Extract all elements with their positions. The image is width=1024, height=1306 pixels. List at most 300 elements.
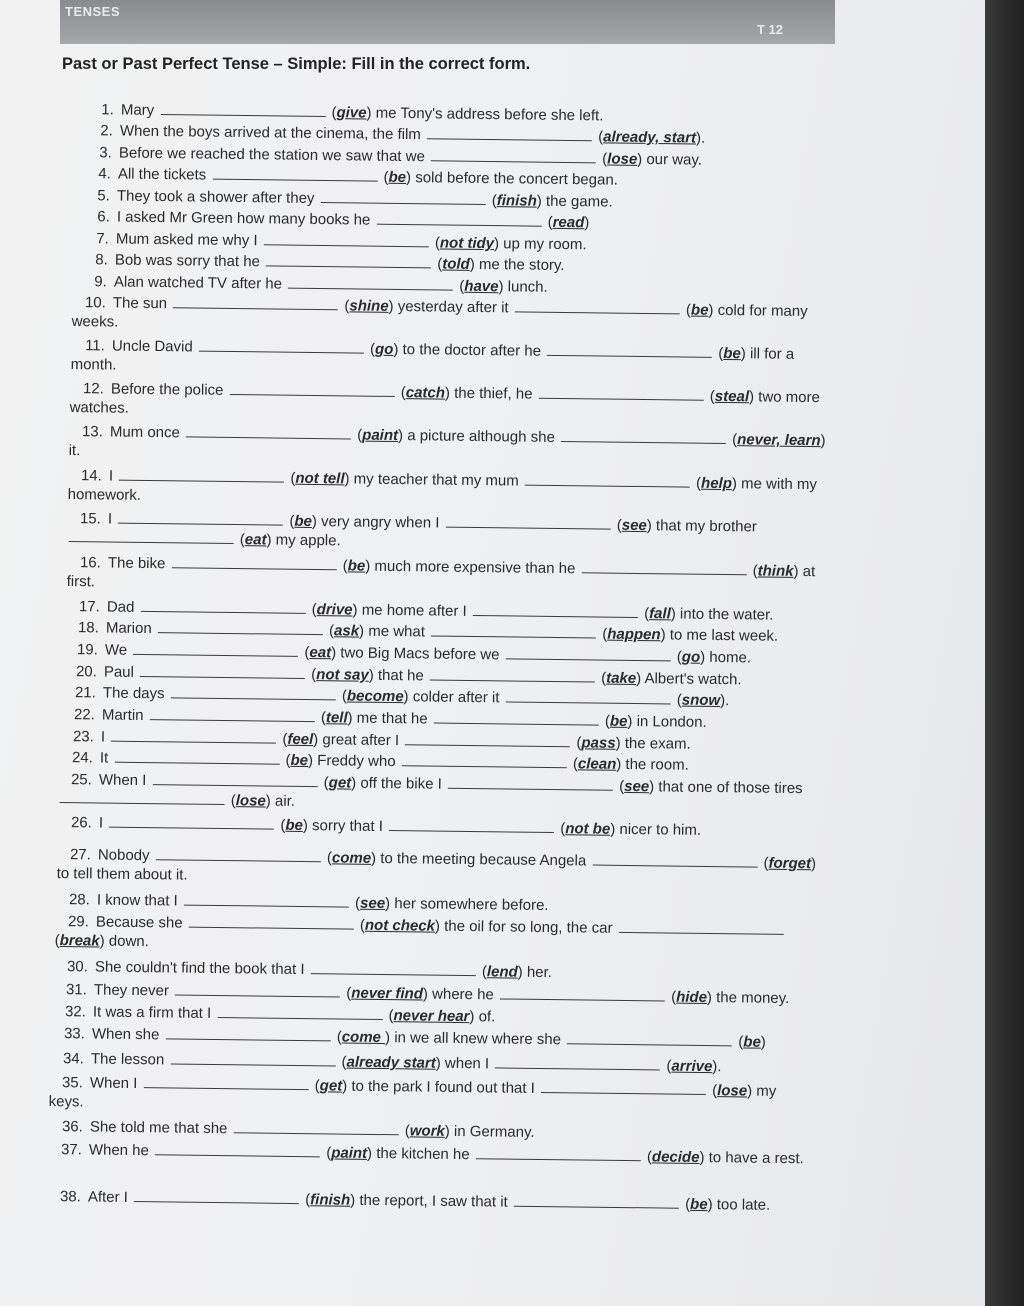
item-text: it. [68,441,81,460]
item-text: The sun [112,294,172,313]
item-text [667,989,671,1006]
item-text: It was a firm that I [92,1003,216,1022]
item-text [682,301,686,318]
item-text: her. [522,963,552,982]
item-text: the thief, he [449,384,537,403]
item-text [278,731,282,748]
answer-blank[interactable] [515,298,680,314]
verb-hint: be [609,712,628,730]
answer-blank[interactable] [173,294,338,310]
item-number: 10. [84,294,106,312]
item-text: at first. [66,562,815,591]
answer-blank[interactable] [514,1193,679,1209]
answer-blank[interactable] [171,684,336,700]
exercise-item: 1. Mary (give) me Tony's address before she left. [80,100,840,128]
verb-hint: happen [606,625,661,644]
item-text: my teacher that my mum [349,470,524,490]
item-number: 27. [69,846,91,864]
item-text: two more watches. [69,388,821,417]
item-number: 33. [64,1025,86,1043]
item-text: cold for many weeks. [71,301,808,331]
item-text [601,713,605,730]
exercise-item: 20. Paul (not say) that he (take) Albert's watch. [63,662,823,690]
answer-blank[interactable] [448,775,613,791]
item-text: me what [363,622,429,641]
exercise-item: 17. Dad (drive) me home after I (fall) into the water. [65,597,825,625]
item-text: the game. [542,192,614,211]
item-text [543,214,547,231]
answer-blank[interactable] [134,1188,299,1204]
item-text: her somewhere before. [389,895,549,915]
item-text [322,849,326,866]
item-text [227,792,231,809]
answer-blank[interactable] [427,125,592,141]
answer-blank[interactable] [561,428,726,444]
answer-blank[interactable] [592,852,757,868]
item-text: We [104,641,132,659]
item-text [708,1082,712,1099]
item-text: me with my homework. [67,475,818,504]
item-text: in we all knew where she [390,1029,566,1049]
item-text: the room. [621,755,690,774]
answer-blank[interactable] [446,514,611,530]
item-number: 20. [75,663,97,681]
answer-blank[interactable] [266,252,431,268]
item-text [285,513,289,530]
verb-hint: already start [346,1053,437,1072]
answer-blank[interactable] [60,789,225,805]
answer-blank[interactable] [186,423,351,439]
verb-hint: not be [564,820,610,838]
exercise-item: 8. Bob was sorry that he (told) me the story. [73,250,833,278]
verb-hint: come [331,849,371,867]
item-text: When he [88,1141,153,1160]
item-text [366,341,370,358]
item-number: 1. [101,101,114,119]
item-text [455,278,459,295]
item-text: my keys. [48,1082,777,1111]
answer-blank[interactable] [389,817,554,833]
answer-blank[interactable] [500,985,665,1001]
answer-blank[interactable] [618,919,783,935]
item-number: 17. [78,598,100,616]
item-text [734,1033,738,1050]
item-text [353,426,357,443]
answer-blank[interactable] [144,1074,309,1090]
item-text: sold before the concert began. [411,169,619,189]
answer-blank[interactable] [541,1079,706,1095]
answer-blank[interactable] [505,645,670,661]
item-text: a picture although she [403,427,560,446]
item-text [276,817,280,834]
item-text: I [98,814,107,832]
item-text: when I [440,1054,494,1073]
verb-hint: lose [607,150,638,168]
item-text: They never [93,981,174,1000]
verb-hint: see [359,894,385,913]
item-number: 22. [74,706,96,724]
item-text: to the park I found out that I [347,1077,540,1097]
item-text: that one of those tires [654,778,804,798]
answer-blank[interactable] [155,1141,320,1157]
verb-hint: paint [362,426,399,445]
answer-blank[interactable] [171,554,336,570]
verb-hint: take [605,669,637,688]
exercise-item: 14. I (not tell) my teacher that my mum (help) me with my homework. [67,467,818,504]
item-text: too late. [712,1196,770,1214]
answer-blank[interactable] [431,622,596,638]
exercise-item: 13. Mum once (paint) a picture although she (never, learn) it. [68,423,826,460]
item-text: It [100,749,113,767]
item-text: of. [474,1008,496,1026]
item-text: me Tony's address before she left. [371,104,604,125]
item-text: Nobody [97,846,154,865]
item-text: Marion [105,619,156,638]
exercise-item: 4. All the tickets (be) sold before the concert began. [77,164,837,192]
item-text [307,666,311,683]
item-text [663,1057,667,1074]
verb-hint: help [701,474,733,493]
item-number: 28. [68,891,90,909]
item-text: air. [271,792,296,810]
answer-blank[interactable] [567,1030,732,1046]
item-text: in Germany. [449,1122,535,1141]
item-text: that he [373,666,428,685]
exercise-item: 2. When the boys arrived at the cinema, the film (already, start). [79,121,839,149]
answer-blank[interactable] [111,728,276,744]
item-text: . [700,129,706,147]
item-text: When I [99,771,152,790]
item-text: me the story. [474,255,565,274]
item-number: 3. [99,144,113,162]
answer-blank[interactable] [473,602,638,618]
verb-hint: see [622,516,648,535]
answer-blank[interactable] [69,528,234,544]
verb-hint: never hear [393,1007,470,1026]
item-text: Before we reached the station we saw that we [118,144,430,166]
exercise-item: 31. They never (never find) where he (hide) the money. [53,980,813,1008]
verb-hint: see [624,777,650,796]
item-text [673,691,677,708]
item-text [322,1144,326,1161]
answer-blank[interactable] [213,166,378,182]
verb-hint: be [743,1033,762,1051]
verb-hint: go [374,340,394,358]
verb-hint: be [347,557,365,575]
item-number: 4. [98,165,112,183]
verb-hint: go [681,648,701,666]
item-text: to the meeting because Angela [375,849,591,870]
item-text: Mary [120,101,159,119]
item-text: The days [102,684,169,703]
answer-blank[interactable] [431,147,596,163]
item-text: very angry when I [317,513,445,532]
item-number: 24. [72,749,94,767]
item-text: The bike [107,554,170,573]
exercise-item: 16. The bike (be) much more expensive than he (think) at first. [66,554,815,591]
item-text [311,1077,315,1094]
item-text: After I [87,1188,132,1207]
exercise-item: 21. The days (become) colder after it (snow). [62,683,822,711]
verb-hint: get [320,1077,343,1095]
item-text [320,774,324,791]
answer-blank[interactable] [496,1054,661,1070]
verb-hint: be [290,751,309,770]
answer-blank[interactable] [140,663,305,679]
item-number: 21. [74,684,96,702]
verb-hint: feel [287,730,314,749]
answer-blank[interactable] [171,1050,336,1066]
item-text [384,1007,388,1024]
item-text: Bob was sorry that he [114,251,264,271]
answer-blank[interactable] [547,342,712,358]
answer-blank[interactable] [263,231,428,247]
answer-blank[interactable] [311,960,476,976]
answer-blank[interactable] [115,749,280,765]
verb-hint: lose [236,792,267,810]
verb-hint: drive [316,601,353,619]
answer-blank[interactable] [230,381,395,397]
item-text: off the bike I [356,774,447,793]
item-text [598,150,602,167]
verb-hint: never find [351,984,424,1003]
item-number: 8. [94,251,108,269]
item-text: Dad [106,598,139,616]
answer-blank[interactable] [189,914,354,930]
item-number: 18. [77,619,99,637]
item-text: I know that I [96,891,182,910]
answer-blank[interactable] [506,688,671,704]
verb-hint: eat [309,644,332,662]
verb-hint: clean [578,755,617,773]
verb-hint: ask [333,622,359,640]
item-number: 9. [94,273,107,291]
item-text: our way. [642,150,703,169]
item-number: 12. [83,380,105,398]
answer-blank[interactable] [434,710,599,726]
item-number: 25. [71,771,93,789]
exercise-item: 18. Marion (ask) me what (happen) to me last week. [64,618,824,646]
verb-hint: finish [497,192,538,210]
item-number: 2. [100,122,114,140]
item-text [317,709,321,726]
item-number: 34. [63,1050,85,1068]
item-text: me home after I [357,601,471,620]
item-text [572,734,576,751]
answer-blank[interactable] [158,619,323,635]
item-text [355,917,359,934]
item-text [692,475,696,492]
item-text [594,128,598,145]
item-number: 19. [76,641,98,659]
answer-blank[interactable] [288,275,453,291]
exercise-item: 32. It was a firm that I (never hear) of. [52,1002,812,1030]
exercise-item: 36. She told me that she (work) in Germany. [48,1117,808,1145]
verb-hint: told [441,255,470,273]
verb-hint: work [409,1122,445,1140]
item-text: colder after it [408,688,504,707]
verb-hint: be [723,344,741,363]
item-text: Martin [101,706,148,725]
answer-blank[interactable] [155,846,320,862]
exercise-item: 6. I asked Mr Green how many books he (read) [75,207,835,235]
item-text: . [725,692,730,710]
exercise-item: 10. The sun (shine) yesterday after it (be) cold for many weeks. [71,294,808,331]
verb-hint: read [552,213,584,232]
verb-hint: think [757,562,794,580]
item-text [642,1148,646,1165]
item-number: 7. [95,230,109,248]
item-text: lunch. [503,278,548,296]
item-text: Before the police [110,380,228,399]
answer-blank[interactable] [376,211,541,227]
answer-blank[interactable] [153,771,318,787]
item-text [759,855,763,872]
item-number: 11. [85,337,105,355]
item-text [430,234,434,251]
verb-hint: snow [681,691,721,710]
item-text: Uncle David [111,337,198,356]
item-text: ill for a month. [70,345,795,374]
item-text [338,1054,342,1071]
item-text [324,622,328,639]
item-text [282,752,286,769]
answer-blank[interactable] [184,892,349,908]
item-text: down. [104,932,149,951]
answer-blank[interactable] [150,706,315,722]
verb-hint: not tell [295,469,345,488]
answer-blank[interactable] [539,385,704,401]
item-number: 29. [67,913,89,931]
answer-blank[interactable] [525,472,690,488]
item-number: 26. [70,814,92,832]
item-number: 16. [79,554,101,572]
verb-hint: eat [245,531,267,549]
answer-blank[interactable] [475,1145,640,1161]
item-text: my apple. [271,531,342,550]
item-number: 37. [60,1141,82,1159]
header-bar [60,0,835,44]
answer-blank[interactable] [140,598,305,614]
page-edge-shadow [985,0,1024,1306]
answer-blank[interactable] [581,559,746,575]
answer-blank[interactable] [430,666,595,682]
answer-blank[interactable] [119,510,284,526]
answer-blank[interactable] [321,189,486,205]
item-text: the oil for so long, the car [439,917,617,937]
item-number: 36. [61,1118,83,1136]
item-text [488,192,492,209]
answer-blank[interactable] [160,101,325,117]
answer-blank[interactable] [199,338,364,354]
item-text: When the boys arrived at the cinema, the film [119,122,426,144]
item-text [236,531,240,548]
answer-blank[interactable] [109,814,274,830]
item-text: much more expensive than he [369,557,580,578]
item-number: 6. [96,208,110,226]
exercise-item: 11. Uncle David (go) to the doctor after he (be) ill for a month. [70,337,795,374]
item-text: When she [91,1025,164,1044]
exercise-item: 30. She couldn't find the book that I (lend) her. [54,957,814,985]
item-text [714,345,718,362]
exercise-item: 9. Alan watched TV after he (have) lunch. [73,272,833,300]
item-text [400,1122,404,1139]
exercise-item: 24. It (be) Freddy who (clean) the room. [59,748,819,776]
item-number: 13. [82,423,104,441]
item-text: I [100,728,110,746]
verb-hint: be [284,816,303,834]
answer-blank[interactable] [119,467,284,483]
item-text: the report, I saw that it [354,1191,512,1211]
item-text [748,562,752,579]
item-text [338,687,342,704]
item-text: I [108,510,117,528]
answer-blank[interactable] [133,641,298,657]
verb-hint: tell [325,709,348,727]
verb-hint: have [464,277,499,296]
answer-blank[interactable] [217,1004,382,1020]
item-text [728,431,732,448]
header-code: T 12 [757,22,784,37]
item-text: into the water. [675,605,774,624]
item-text [301,1191,305,1208]
answer-blank[interactable] [402,752,567,768]
item-text: She told me that she [89,1118,232,1138]
item-text [706,388,710,405]
item-text [477,963,481,980]
verb-hint: finish [309,1191,351,1209]
item-text: where he [427,985,499,1004]
item-number: 30. [66,958,88,976]
item-text: the money. [711,989,790,1007]
item-text: Freddy who [313,752,401,771]
exercise-item: 29. Because she (not check) the oil for so long, the car (break) down. [54,912,814,959]
item-number: 38. [59,1188,81,1206]
answer-blank[interactable] [175,981,340,997]
item-text: home. [704,648,751,667]
answer-blank[interactable] [405,731,570,747]
exercise-item: 38. After I (finish) the report, I saw that it (be) too late. [46,1187,806,1215]
verb-hint: shine [349,297,389,315]
item-text: The lesson [91,1050,169,1069]
item-number: 32. [65,1003,87,1021]
item-text [569,755,573,772]
answer-blank[interactable] [166,1025,331,1041]
exercise-item: 3. Before we reached the station we saw that we (lose) our way. [78,143,838,171]
item-number: 31. [65,981,87,999]
item-text: Paul [103,663,139,681]
verb-hint: lose [717,1082,748,1100]
item-text: They took a shower after they [117,187,320,207]
item-text: two Big Macs before we [335,644,504,664]
item-text: All the tickets [118,165,211,184]
item-text [397,384,401,401]
item-text [307,601,311,618]
item-number: 23. [73,728,95,746]
item-text: to have a rest. [703,1149,804,1168]
verb-hint: break [59,932,100,950]
header-label: TENSES [65,4,121,19]
item-text: great after I [318,731,404,750]
item-text [327,104,331,121]
exercise-item: 5. They took a shower after they (finish) the game. [76,186,836,214]
answer-blank[interactable] [233,1119,398,1135]
item-text [615,778,619,795]
verb-hint: not tidy [439,234,494,253]
exercise-item: 27. Nobody (come) to the meeting because Angela (forget) to tell them about it. [56,846,816,884]
verb-hint: be [388,168,407,187]
exercise-item: 28. I know that I (see) her somewhere before. [55,890,815,918]
